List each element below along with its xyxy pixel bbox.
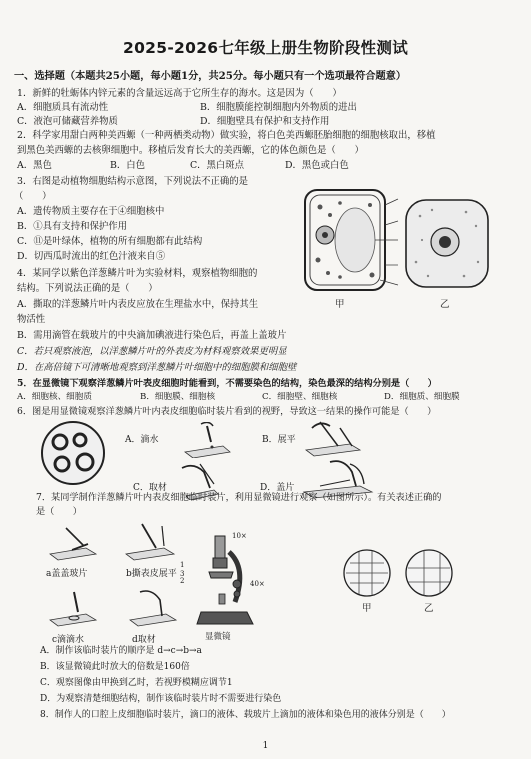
q7-step-a-image — [44, 524, 104, 564]
field-yi-label: 乙 — [424, 603, 434, 614]
q6-option-b-image — [300, 418, 366, 458]
q1-option-b: B．细胞膜能控制细胞内外物质的进出 — [200, 102, 357, 113]
q3-option-b: B．①具有支持和保护作用 — [17, 221, 128, 232]
microscope-10x-label: 10× — [232, 532, 247, 540]
q3-paren: （ ） — [14, 191, 52, 202]
q6-option-b-label: B．展平 — [262, 435, 296, 445]
q5-option-d: D．细胞质、细胞膜 — [384, 392, 460, 402]
q4-option-d: D．在高倍镜下可清晰地观察到洋葱鳞片叶细胞中的细胞膜和细胞壁 — [17, 362, 297, 373]
q4-option-c: C．若只观察液泡，以洋葱鳞片叶的外表皮为材料观察效果更明显 — [17, 346, 287, 357]
field-jia-label: 甲 — [362, 603, 372, 614]
animal-cell-label: 乙 — [440, 299, 450, 310]
q7-option-b: B．该显微镜此时放大的倍数是160倍 — [40, 662, 190, 672]
page-title: 2025-2026七年级上册生物阶段性测试 — [122, 39, 408, 57]
plant-cell-diagram — [300, 185, 400, 295]
q7-stem: 7．某同学制作洋葱鳞片叶内表皮细胞临时装片，利用显微镜进行观察（如图所示）。有关表述正确的 — [36, 492, 442, 503]
page-number: 1 — [262, 741, 269, 751]
q5-option-b: B．细胞膜、细胞核 — [140, 392, 216, 402]
plant-cell-label: 甲 — [335, 299, 345, 310]
q6-option-a-label: A．滴水 — [125, 435, 159, 445]
q7-option-a: A．制作该临时装片的顺序是 d→c→b→a — [40, 646, 202, 656]
q2-stem-cont: 到黑色美西螈的去核卵细胞中。移植后发育长大的美西螈，它的体色颜色是（ ） — [17, 145, 364, 156]
q7-option-d: D．为观察清楚细胞结构，制作该临时装片时不需要进行染色 — [40, 694, 282, 704]
q2-option-a: A．黑色 — [17, 160, 52, 171]
q6-stem: 6．图是用显微镜观察洋葱鳞片叶内表皮细胞临时装片看到的视野，导致这一结果的操作可能是（ ） — [17, 406, 437, 417]
q4-stem: 4．某同学以紫色洋葱鳞片叶为实验材料，观察植物细胞的 — [17, 268, 258, 279]
microscope-40x-label: 40× — [250, 580, 265, 588]
q5-option-a: A．细胞核、细胞质 — [17, 392, 92, 402]
q3-option-d: D．切西瓜时流出的红色汁液来自⑤ — [17, 251, 166, 262]
microscope-caption: 显微镜 — [205, 632, 231, 642]
q1-option-a: A．细胞质具有流动性 — [17, 102, 109, 113]
q6-option-d-label: D．盖片 — [260, 483, 295, 493]
q7-option-c: C．观察图像由甲换到乙时，若视野模糊应调节1 — [40, 678, 233, 688]
q1-option-c: C．液泡可储藏营养物质 — [17, 116, 118, 127]
q3-option-c: C．⑪是叶绿体，植物的所有细胞都有此结构 — [17, 236, 203, 247]
q4-option-b: B．需用滴管在载玻片的中央滴加碘液进行染色后，再盖上盖玻片 — [17, 330, 287, 341]
q7-step-c-label: c滴滴水 — [52, 635, 85, 645]
q2-option-c: C．黑白斑点 — [190, 160, 245, 171]
q4-option-a-cont: 物活性 — [17, 314, 46, 325]
q7-step-d-image — [122, 588, 182, 630]
q7-step-a-label: a盖盖玻片 — [46, 569, 88, 579]
microscope-part-3-label: 3 — [180, 570, 185, 578]
q2-option-d: D．黑色或白色 — [285, 160, 349, 171]
q2-stem: 2．科学家用甜白两种美西螈（一种两栖类动物）做实验，将白色美西螈胚胎细胞的细胞核取出，移植 — [17, 130, 436, 141]
q7-stem-cont: 是（ ） — [36, 506, 82, 517]
q6-option-a-image — [175, 422, 235, 458]
q7-step-b-image — [122, 522, 182, 564]
field-of-view-yi — [404, 548, 454, 598]
q3-stem: 3．右图是动植物细胞结构示意图，下列说法不正确的是 — [17, 176, 248, 187]
microscope-part-2-label: 2 — [180, 577, 185, 585]
q4-option-a: A．撕取的洋葱鳞片叶内表皮应放在生理盐水中，保持其生 — [17, 299, 259, 310]
section-heading: 一、选择题（本题共25小题，每小题1分，共25分。每小题只有一个选项最符合题意） — [14, 70, 407, 82]
q1-stem: 1．新鲜的牡蛎体内锌元素的含量远远高于它所生存的海水。这是因为（ ） — [17, 88, 342, 99]
q5-option-c: C．细胞壁、细胞核 — [262, 392, 338, 402]
q7-step-d-label: d取材 — [132, 635, 156, 645]
field-of-view-jia — [342, 548, 392, 598]
q8-stem: 8．制作人的口腔上皮细胞临时装片，滴口的液体、载玻片上滴加的液体和染色用的液体分别是（ ） — [40, 710, 451, 720]
q6-option-c-label: C．取材 — [133, 483, 167, 493]
microscope-part-1-label: 1 — [180, 561, 185, 569]
q3-option-a: A．遗传物质主要存在于④细胞核中 — [17, 206, 165, 217]
q5-stem: 5．在显微镜下观察洋葱鳞片叶表皮细胞时能看到，不需要染色的结构，染色最深的结构分别是（ ） — [17, 378, 437, 389]
q4-stem-cont: 结构。下列说法正确的是（ ） — [17, 283, 158, 294]
animal-cell-diagram — [402, 196, 492, 291]
q2-option-b: B．白色 — [110, 160, 146, 171]
q1-option-d: D．细胞壁具有保护和支持作用 — [200, 116, 330, 127]
q7-step-c-image — [44, 590, 104, 630]
q6-microscope-view — [40, 420, 106, 486]
q7-step-b-label: b撕表皮展平 — [126, 569, 177, 579]
